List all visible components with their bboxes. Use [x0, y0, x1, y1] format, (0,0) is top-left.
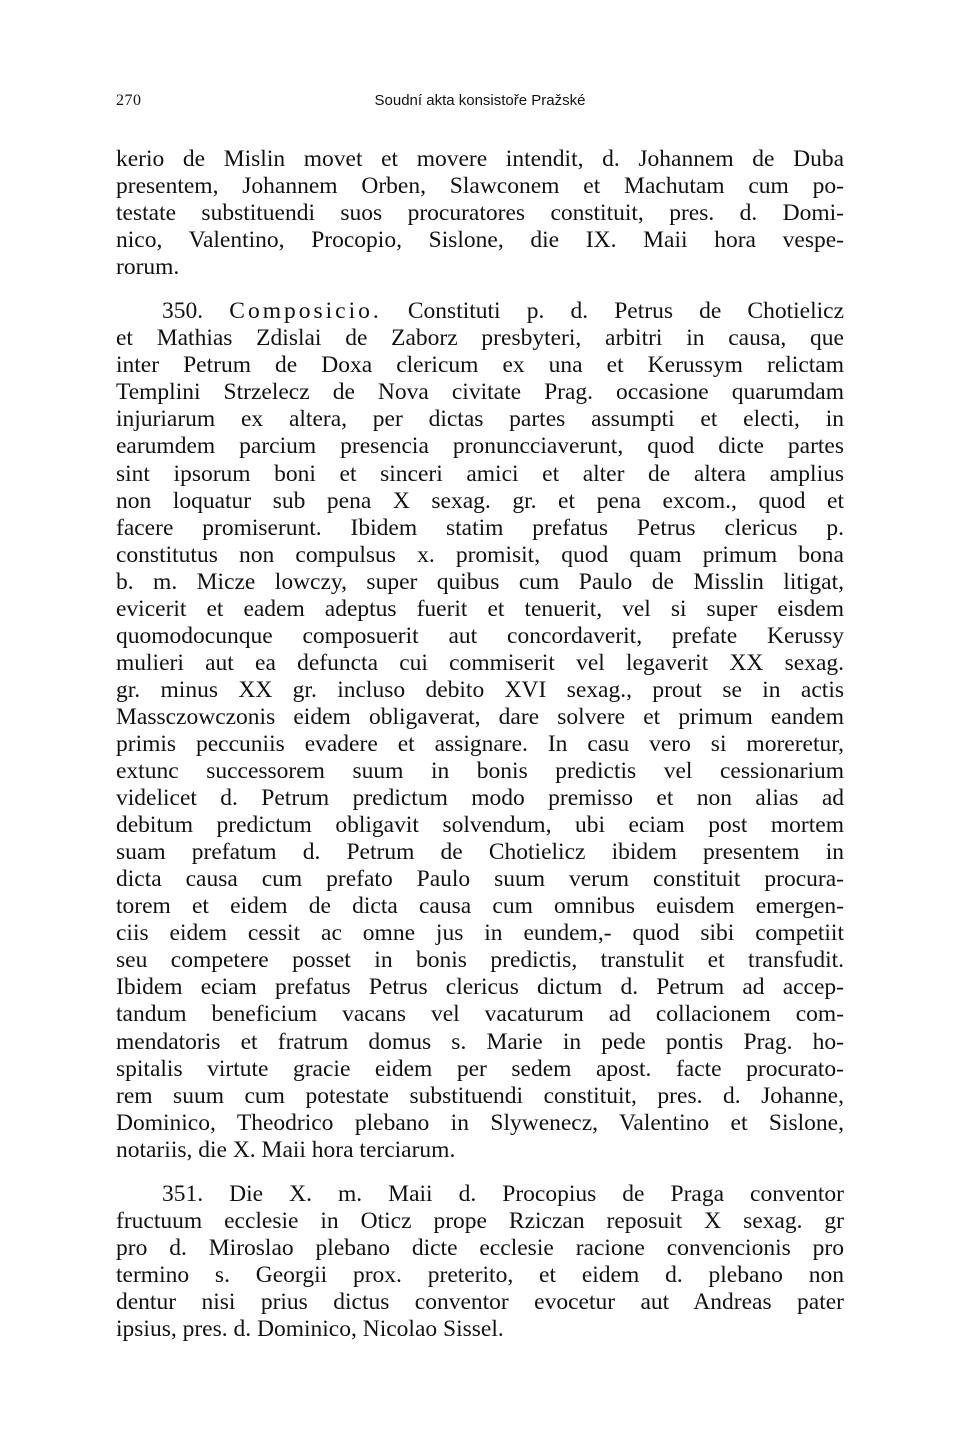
running-head: Soudní akta konsistoře Pražské	[374, 92, 586, 109]
text-line: videlicet d. Petrum predictum modo premisso et non alias ad	[116, 785, 844, 812]
text-line: rem suum cum potestate substituendi constituit, pres. d. Johanne,	[116, 1082, 844, 1109]
text-line: termino s. Georgii prox. preterito, et eidem d. plebano non	[116, 1261, 844, 1288]
page-header	[116, 92, 844, 116]
text-line: Ibidem eciam prefatus Petrus clericus dictum d. Petrum ad accep-	[116, 974, 844, 1001]
text-line: dentur nisi prius dictus conventor evocetur aut Andreas pater	[116, 1288, 844, 1315]
text-line: fructuum ecclesie in Oticz prope Rziczan reposuit X sexag. gr	[116, 1207, 844, 1234]
entry-350-lines	[116, 325, 844, 1163]
text-line: non loquatur sub pena X sexag. gr. et pena excom., quod et	[116, 487, 844, 514]
text-line: earumdem parcium presencia pronuncciaverunt, quod dicte partes	[116, 433, 844, 460]
page-body	[116, 146, 844, 1343]
text-line: facere promiserunt. Ibidem statim prefatus Petrus clericus p.	[116, 514, 844, 541]
text-line: constitutus non compulsus x. promisit, quod quam primum bona	[116, 541, 844, 568]
entry-first-line	[116, 298, 844, 325]
text-line: spitalis virtute gracie eidem per sedem apost. facte procurato-	[116, 1055, 844, 1082]
text-line: et Mathias Zdislai de Zaborz presbyteri, arbitri in causa, que	[116, 325, 844, 352]
text-line: kerio de Mislin movet et movere intendit, d. Johannem de Duba	[116, 146, 844, 172]
entry-351	[116, 1181, 844, 1343]
entry-heading: Composicio.	[229, 298, 382, 325]
entry-350	[116, 298, 844, 1164]
entry-line-rest: Constituti p. d. Petrus de Chotielicz	[407, 298, 845, 325]
text-line: injuriarum ex altera, per dictas partes assumpti et electi, in	[116, 406, 844, 433]
text-line: extunc successorem suum in bonis predictis vel cessionarium	[116, 758, 844, 785]
text-line: suam prefatum d. Petrum de Chotielicz ibidem presentem in	[116, 839, 844, 866]
text-line: notariis, die X. Maii hora terciarum.	[116, 1136, 456, 1163]
text-line: torem et eidem de dicta causa cum omnibus euisdem emergen-	[116, 893, 844, 920]
text-line: presentem, Johannem Orben, Slawconem et Machutam cum po-	[116, 173, 844, 200]
text-line: seu competere posset in bonis predictis, transtulit et transfudit.	[116, 947, 844, 974]
text-line: ipsius, pres. d. Dominico, Nicolao Sissel.	[116, 1315, 504, 1342]
text-line: nico, Valentino, Procopio, Sislone, die IX. Maii hora vespe-	[116, 227, 844, 254]
text-line: gr. minus XX gr. incluso debito XVI sexag., prout se in actis	[116, 676, 844, 703]
text-line: mendatoris et fratrum domus s. Marie in pede pontis Prag. ho-	[116, 1028, 844, 1055]
text-line: primis peccuniis evadere et assignare. In casu vero si moreretur,	[116, 730, 844, 757]
page-number: 270	[116, 92, 142, 109]
text-line: testate substituendi suos procuratores constituit, pres. d. Domi-	[116, 200, 844, 227]
text-line: debitum predictum obligavit solvendum, ubi eciam post mortem	[116, 812, 844, 839]
text-line	[116, 1181, 844, 1208]
text-line: rorum.	[116, 254, 180, 281]
text-line: tandum beneficium vacans vel vacaturum ad collacionem com-	[116, 1001, 844, 1028]
text-line: ciis eidem cessit ac omne jus in eundem,- quod sibi competiit	[116, 920, 844, 947]
text-line: b. m. Micze lowczy, super quibus cum Paulo de Misslin litigat,	[116, 568, 844, 595]
paragraph-continuation	[116, 146, 844, 281]
text-line: quomodocunque composuerit aut concordaverit, prefate Kerussy	[116, 622, 844, 649]
text-line: Templini Strzelecz de Nova civitate Prag. occasione quarumdam	[116, 379, 844, 406]
text-line: Dominico, Theodrico plebano in Slywenecz, Valentino et Sislone,	[116, 1109, 844, 1136]
text-line: dicta causa cum prefato Paulo suum verum constituit procura-	[116, 866, 844, 893]
text-line: sint ipsorum boni et sinceri amici et alter de altera amplius	[116, 460, 844, 487]
entry-351-first-line: 351. Die X. m. Maii d. Procopius de Praga conventor	[162, 1180, 844, 1207]
text-line: pro d. Miroslao plebano dicte ecclesie racione convencionis pro	[116, 1234, 844, 1261]
text-line: Massczowczonis eidem obligaverat, dare solvere et primum eandem	[116, 703, 844, 730]
entry-number: 350.	[162, 298, 204, 325]
text-line: inter Petrum de Doxa clericum ex una et Kerussym relictam	[116, 352, 844, 379]
text-line: evicerit et eadem adeptus fuerit et tenuerit, vel si super eisdem	[116, 595, 844, 622]
text-line: mulieri aut ea defuncta cui commiserit vel legaverit XX sexag.	[116, 649, 844, 676]
